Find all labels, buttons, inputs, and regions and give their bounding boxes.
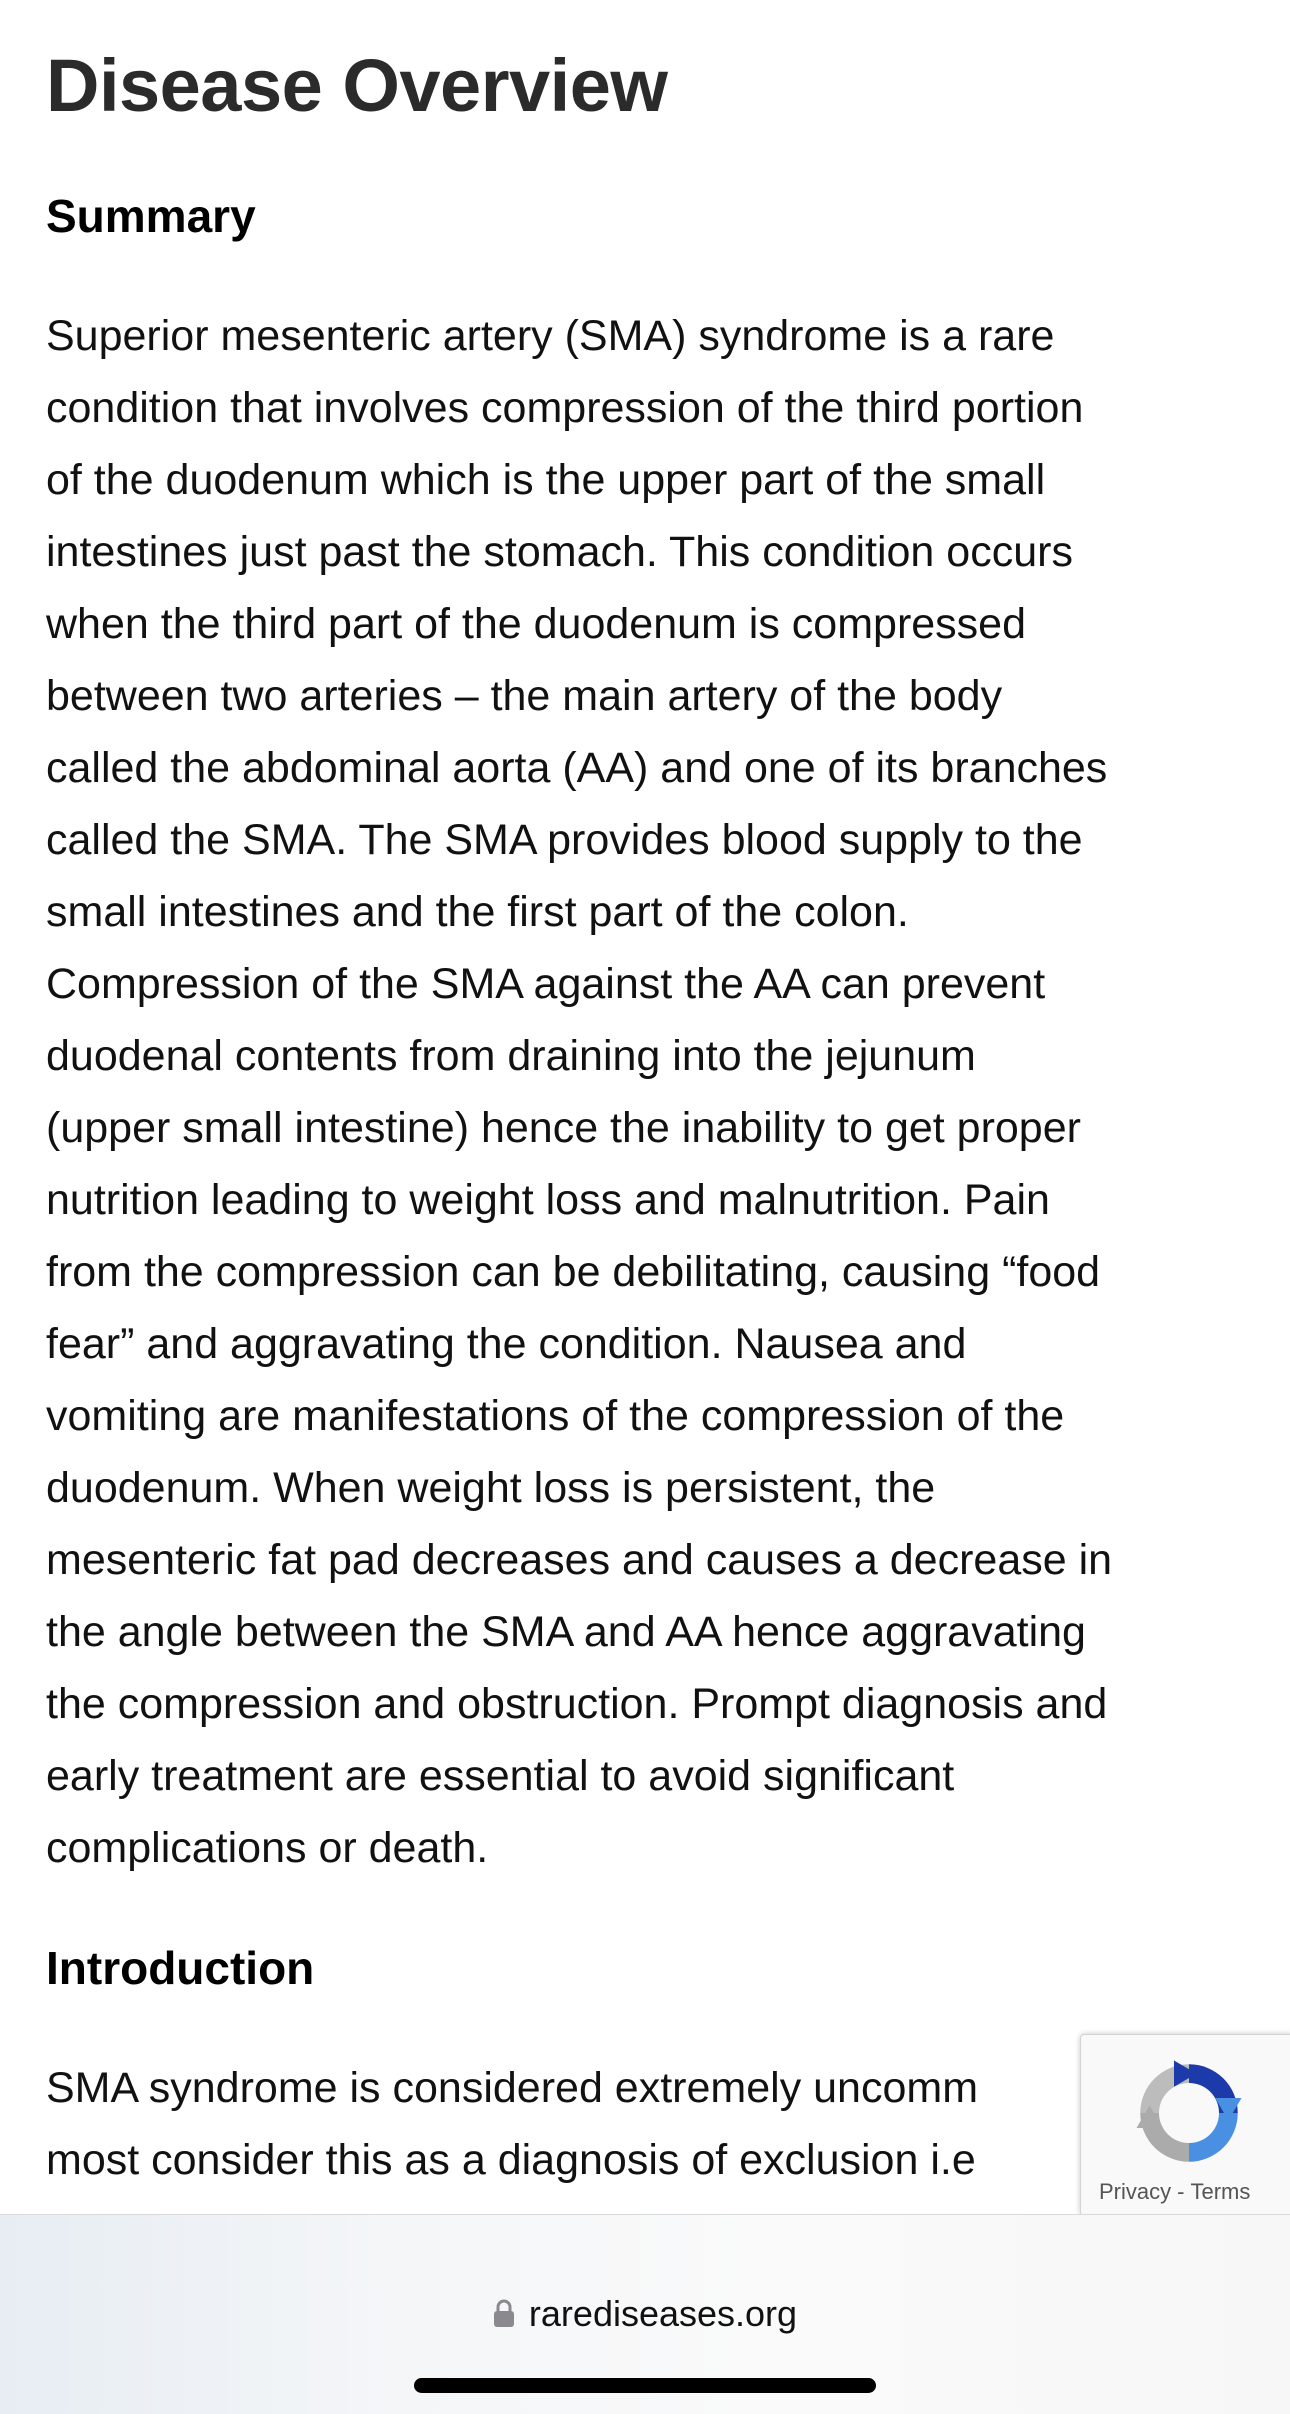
browser-address-bar (0, 2214, 1290, 2414)
section-heading-summary: Summary (46, 190, 256, 242)
url-text[interactable]: rarediseases.org (528, 2293, 798, 2334)
page-title: Disease Overview (46, 44, 668, 127)
recaptcha-links (1099, 2179, 1250, 2205)
lock-icon (493, 2298, 515, 2328)
introduction-paragraph: SMA syndrome is considered extremely uncomm most consider this as a diagnosis of exclusion i.e (46, 2064, 979, 2184)
summary-paragraph: Superior mesenteric artery (SMA) syndrome is a rare condition that involves compression of the third portion of the duodenum which is the upper part of the small intestines just past the stomach. This condition occurs when the third part of the duodenum is compressed between two arteries – the main artery of the body called the abdominal aorta (AA) and one of its branches called the SMA. The SMA provides blood supply to the small intestines and the first part of the colon. Compression of the SMA against the AA can prevent duodenal contents from draining into the jejunum (upper small intestine) hence the inability to get proper nutrition leading to weight loss and malnutrition. Pain from the compression can be debilitating, causing “food fear” and aggravating the condition. Nausea and vomiting are manifestations of the compression of the duodenum. When weight loss is persistent, the mesenteric fat pad decreases and causes a decrease in the angle between the SMA and AA hence aggravating the compression and obstruction. Prompt diagnosis and early treatment are essential to avoid significant complications or death. (46, 312, 1113, 1872)
recaptcha-separator: - (1177, 2179, 1185, 2204)
section-heading-introduction: Introduction (46, 1942, 315, 1994)
recaptcha-privacy-link[interactable]: Privacy (1099, 2179, 1172, 2204)
home-indicator[interactable] (414, 2378, 876, 2393)
recaptcha-terms-link[interactable]: Terms (1190, 2179, 1251, 2204)
recaptcha-logo-icon (1129, 2053, 1249, 2173)
recaptcha-badge[interactable] (1080, 2034, 1290, 2216)
url-display[interactable] (0, 2293, 1290, 2335)
